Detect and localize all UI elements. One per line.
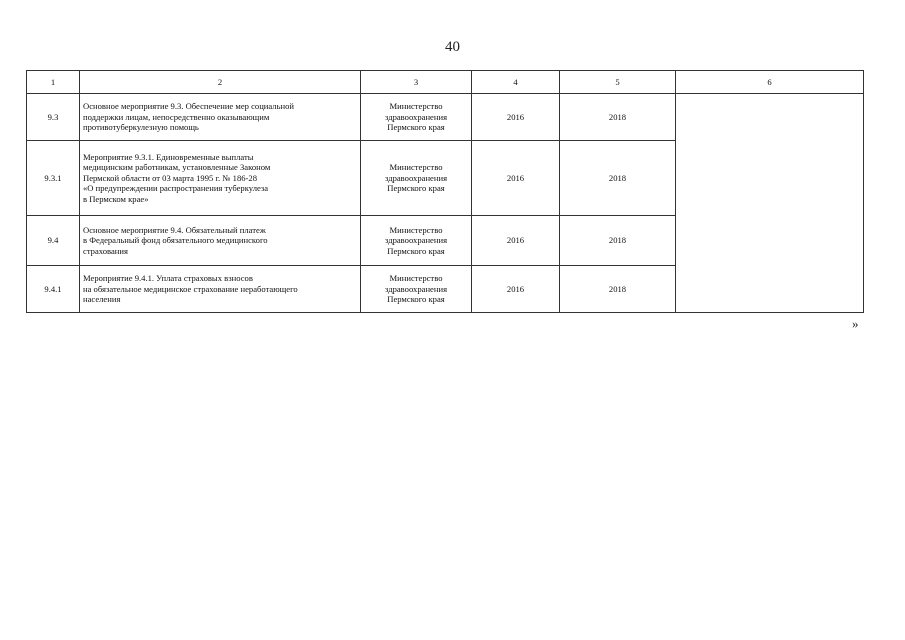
start-year: 2016	[472, 141, 560, 216]
description-line: Основное мероприятие 9.4. Обязательный платеж	[83, 224, 266, 235]
executor-line: здравоохранения	[384, 235, 448, 246]
measure-description	[80, 94, 361, 141]
column-header-3: 3	[361, 71, 472, 94]
executor-line: Министерство	[389, 101, 443, 112]
executor-line: здравоохранения	[384, 172, 448, 183]
measure-description	[80, 266, 361, 313]
end-year: 2018	[560, 94, 676, 141]
end-year: 2018	[560, 266, 676, 313]
column-6-cell	[676, 94, 864, 313]
end-year: 2018	[560, 216, 676, 266]
column-header-2: 2	[80, 71, 361, 94]
row-number: 9.4.1	[27, 266, 80, 313]
executor-line: Пермского края	[387, 122, 445, 133]
executor-cell	[361, 216, 472, 266]
description-line: на обязательное медицинское страхование неработающего	[83, 283, 298, 294]
executor-line: Пермского края	[387, 294, 445, 305]
executor-line: Министерство	[389, 224, 443, 235]
row-number: 9.3.1	[27, 141, 80, 216]
column-header-1: 1	[27, 71, 80, 94]
closing-quote-mark: »	[852, 316, 859, 331]
start-year: 2016	[472, 216, 560, 266]
description-line: «О предупреждении распространения туберкулеза	[83, 183, 269, 194]
executor-line: здравоохранения	[384, 283, 448, 294]
description-line: Мероприятие 9.3.1. Единовременные выплаты	[83, 151, 254, 162]
description-line: Пермской области от 03 марта 1995 г. № 186-28	[83, 172, 258, 183]
column-header-5: 5	[560, 71, 676, 94]
description-line: в Федеральный фонд обязательного медицинского	[83, 235, 268, 246]
description-line: страхования	[83, 245, 128, 256]
executor-line: Пермского края	[387, 245, 445, 256]
row-number: 9.3	[27, 94, 80, 141]
executor-line: Пермского края	[387, 183, 445, 194]
column-header-4: 4	[472, 71, 560, 94]
executor-line: Министерство	[389, 162, 443, 173]
table-header-row	[27, 71, 864, 94]
row-number: 9.4	[27, 216, 80, 266]
description-line: поддержки лицам, непосредственно оказывающим	[83, 111, 270, 122]
measure-description	[80, 216, 361, 266]
column-header-6: 6	[676, 71, 864, 94]
executor-cell	[361, 266, 472, 313]
start-year: 2016	[472, 94, 560, 141]
description-line: в Пермском крае»	[83, 193, 149, 204]
description-line: противотуберкулезную помощь	[83, 122, 199, 133]
description-line: Мероприятие 9.4.1. Уплата страховых взносов	[83, 273, 253, 284]
description-line: медицинским работникам, установленные Законом	[83, 162, 271, 173]
description-line: населения	[83, 294, 121, 305]
start-year: 2016	[472, 266, 560, 313]
measure-description	[80, 141, 361, 216]
executor-cell	[361, 94, 472, 141]
executor-line: Министерство	[389, 273, 443, 284]
description-line: Основное мероприятие 9.3. Обеспечение мер социальной	[83, 101, 294, 112]
executor-line: здравоохранения	[384, 111, 448, 122]
page-number: 40	[445, 39, 460, 55]
measures-table	[26, 70, 864, 313]
end-year: 2018	[560, 141, 676, 216]
table-row	[27, 94, 864, 141]
executor-cell	[361, 141, 472, 216]
